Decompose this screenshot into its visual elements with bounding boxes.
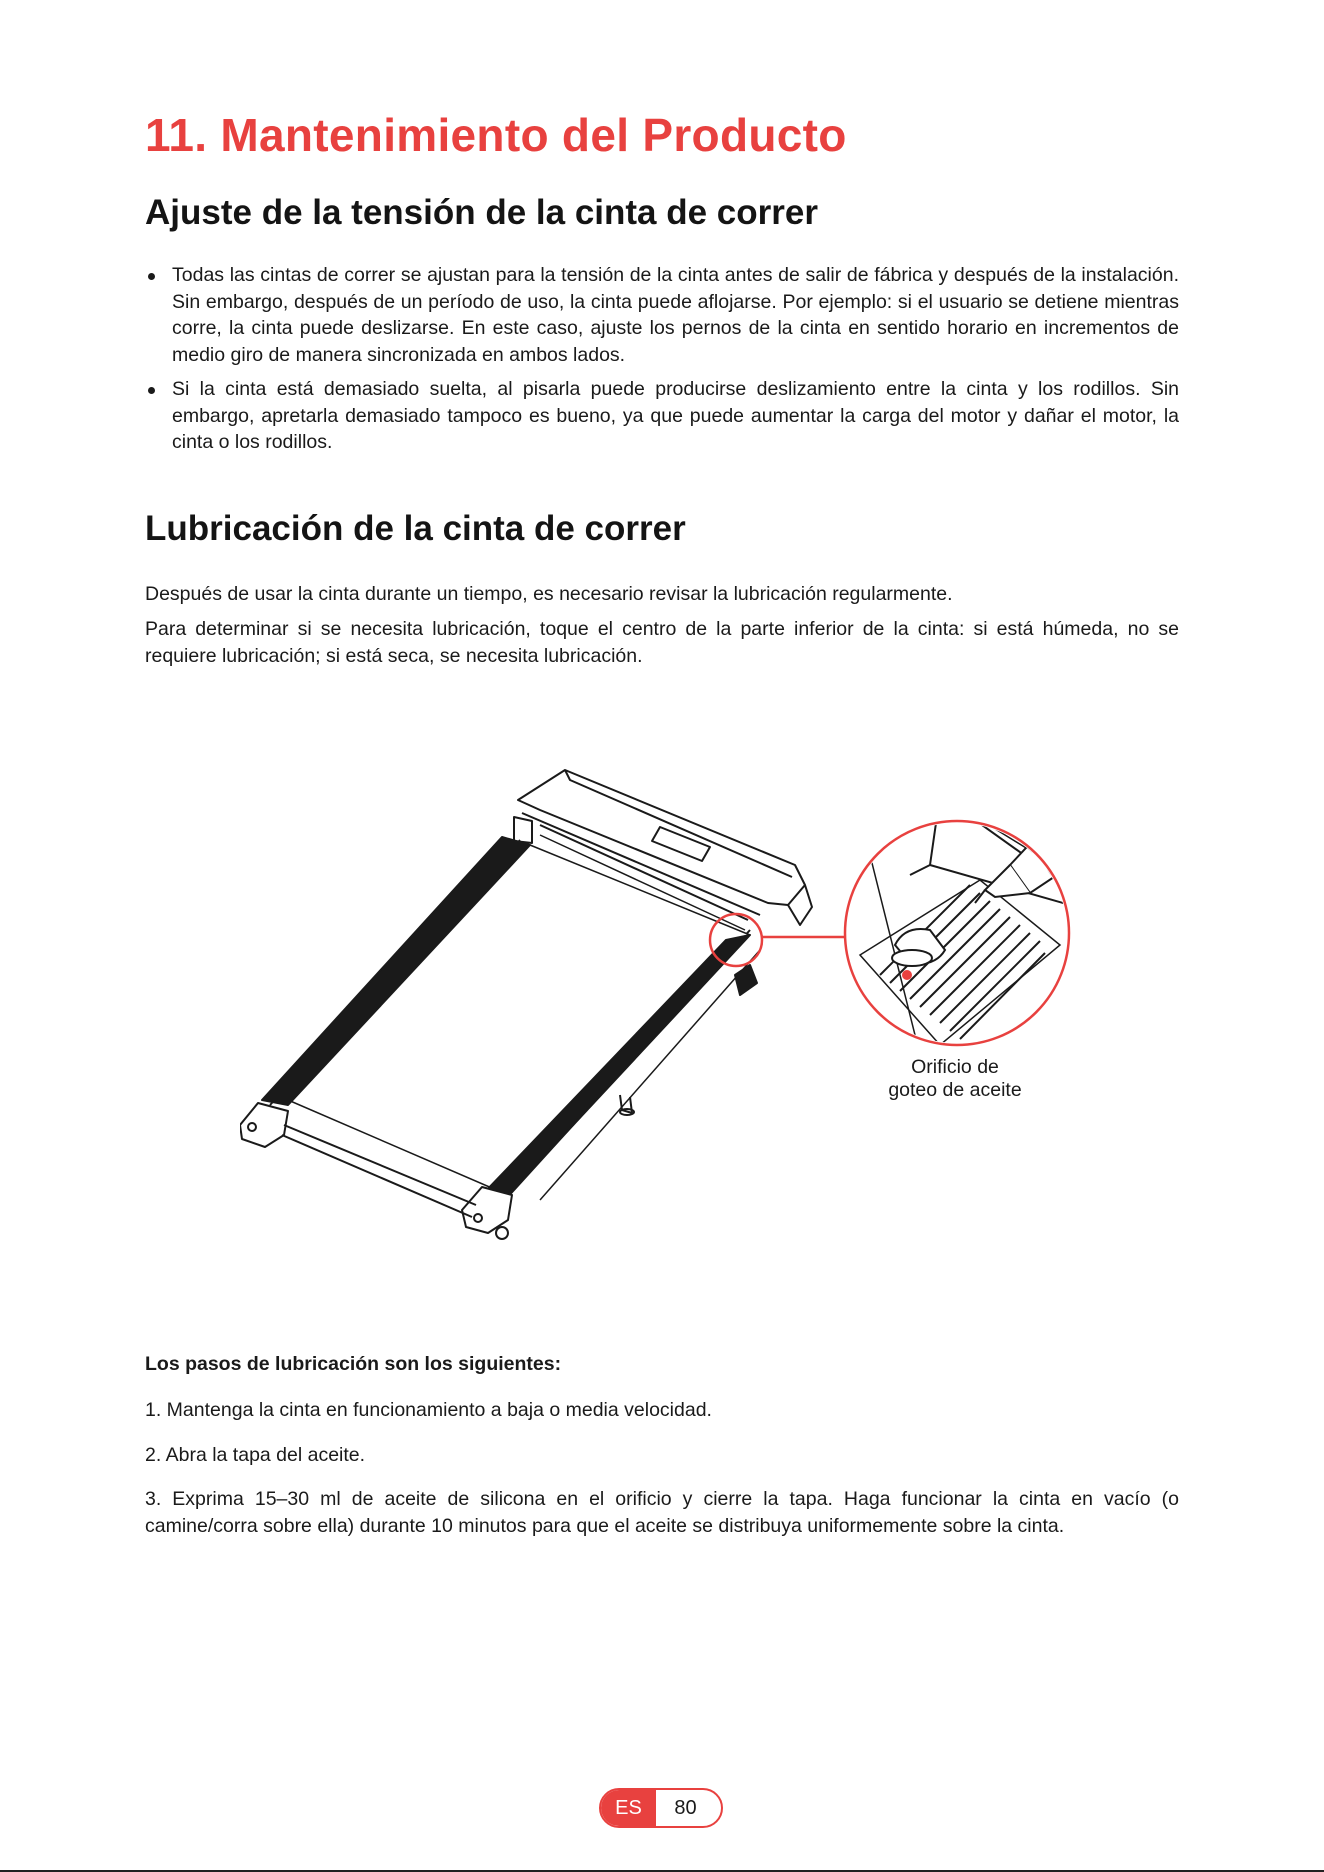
step-item: 3. Exprima 15–30 ml de aceite de silicona en el orificio y cierre la tapa. Haga funcionar la cinta en vacío (o camine/corra sobre ella) durante 10 minutos para que el aceite se distribuya uniformemente sobre la cinta. <box>145 1488 1179 1537</box>
page-title: 11. Mantenimiento del Producto <box>145 109 847 161</box>
caption-line: goteo de aceite <box>888 1079 1022 1101</box>
steps-title: Los pasos de lubricación son los siguientes: <box>145 1353 562 1375</box>
section-heading-tension: Ajuste de la tensión de la cinta de correr <box>145 193 818 232</box>
caption-line: Orificio de <box>911 1056 999 1078</box>
bullet-item: Todas las cintas de correr se ajustan para la tensión de la cinta antes de salir de fábrica y después de la instalación. Sin embargo, después de un período de uso, la cinta puede aflojarse. Por ejemplo: si el usuario se detiene mientras corre, la cinta puede deslizarse. En este caso, ajuste los pernos de la cinta en sentido horario en incrementos de medio giro de manera sincronizada en ambos lados. <box>145 262 1179 368</box>
language-label: ES <box>601 1790 656 1826</box>
bullet-item: Si la cinta está demasiado suelta, al pisarla puede producirse deslizamiento entre la cinta y los rodillos. Sin embargo, apretarla demasiado tampoco es bueno, ya que puede aumentar la carga del motor y dañar el motor, la cinta o los rodillos. <box>145 376 1179 456</box>
tension-bullet-list <box>145 262 1179 464</box>
treadmill-illustration <box>240 755 1090 1255</box>
step-item: 1. Mantenga la cinta en funcionamiento a baja o media velocidad. <box>145 1399 712 1421</box>
figure-caption <box>855 1056 1055 1102</box>
lubrication-paragraph: Para determinar si se necesita lubricación, toque el centro de la parte inferior de la cinta: si está húmeda, no se requiere lubricación; si está seca, se necesita lubricación. <box>145 618 1179 667</box>
section-heading-lubrication: Lubricación de la cinta de correr <box>145 509 686 548</box>
step-item: 2. Abra la tapa del aceite. <box>145 1444 366 1466</box>
lubrication-paragraph: Después de usar la cinta durante un tiempo, es necesario revisar la lubricación regularmente. <box>145 583 953 605</box>
page-number: 80 <box>674 1796 697 1819</box>
page-number-badge <box>599 1788 723 1828</box>
